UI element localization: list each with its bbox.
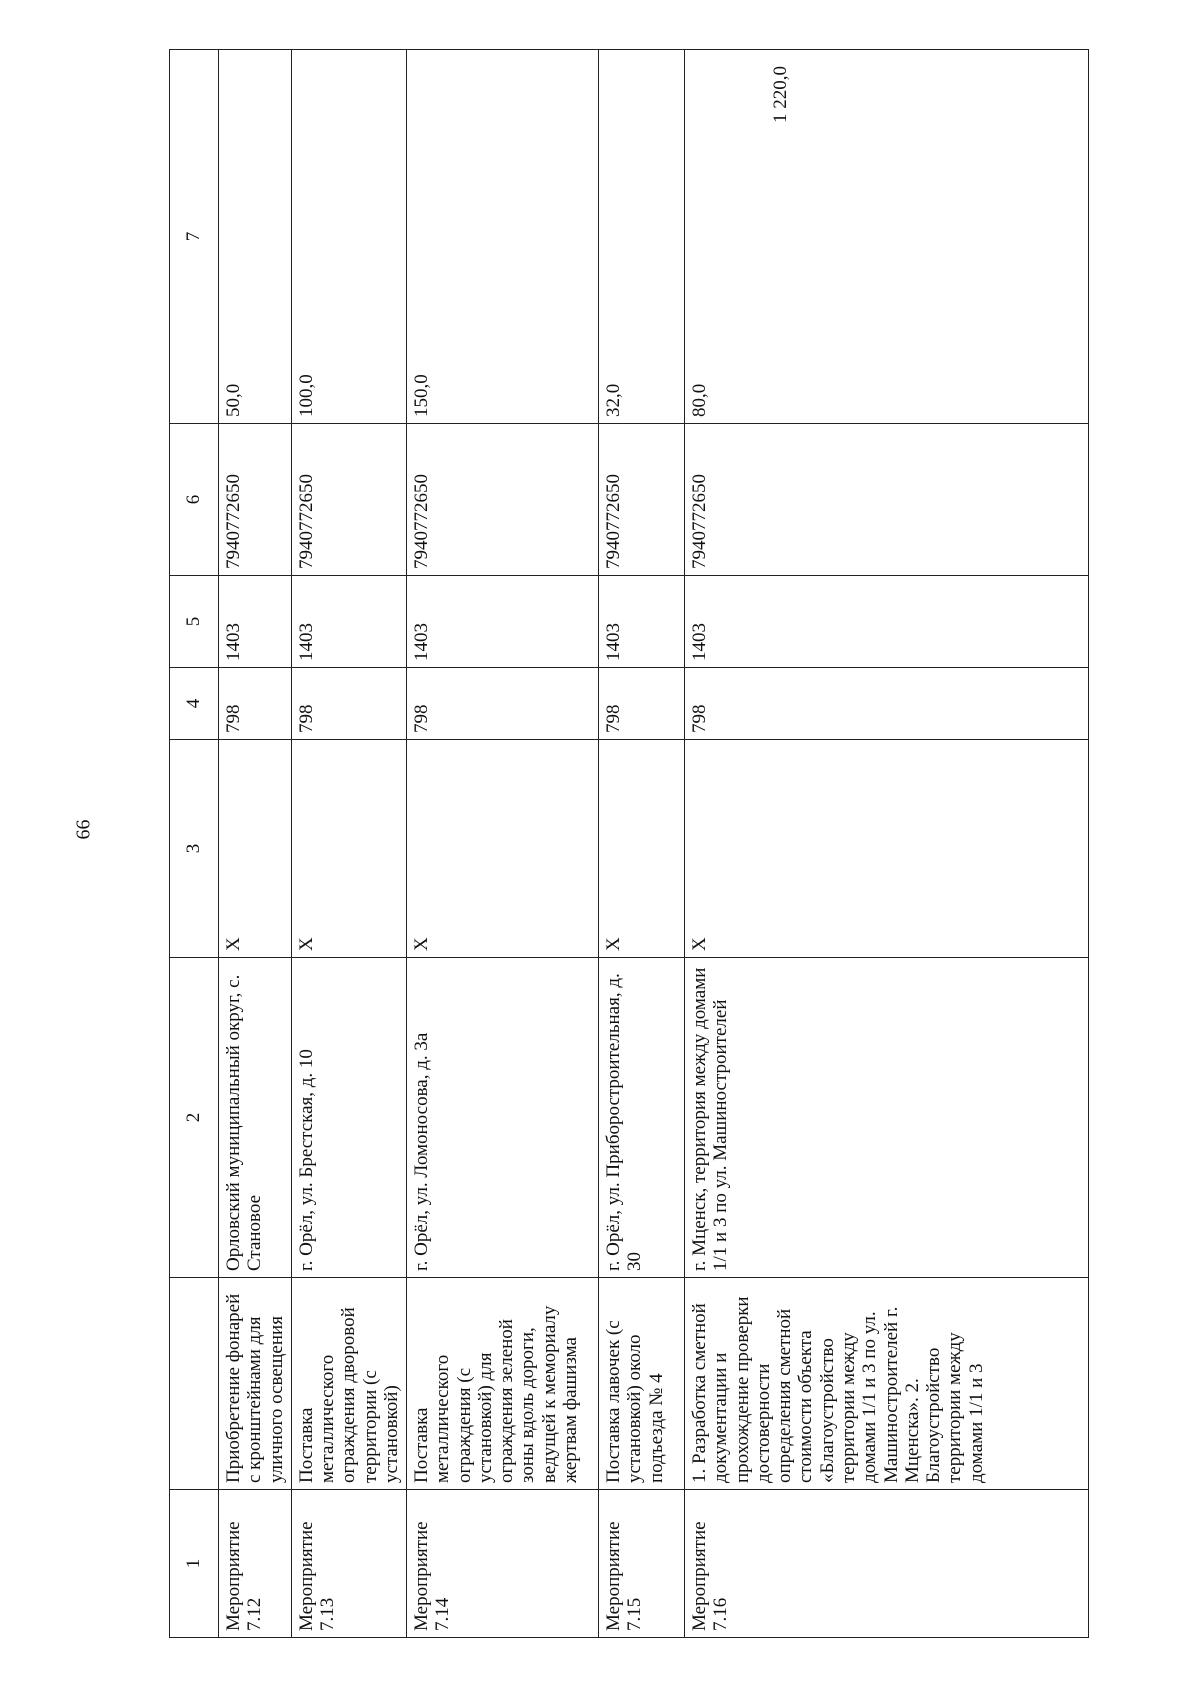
measure-col4: 798 [219,668,292,740]
measure-id: Мероприятие 7.15 [599,1490,685,1638]
table-row [685,50,1089,1638]
measure-address: Орловский муниципальный округ, с. Становое [219,958,292,1278]
page-number: 66 [72,819,95,840]
header-cell-name [170,1278,219,1490]
header-cell-2: 2 [170,958,219,1278]
measure-col7: 150,0 [407,50,599,424]
header-cell-6: 6 [170,424,219,576]
measure-col6: 7940772650 [685,424,1089,576]
header-row [170,50,219,1638]
measure-col3: X [407,740,599,958]
table-row [219,50,292,1638]
measure-id: Мероприятие 7.14 [407,1490,599,1638]
header-cell-4: 4 [170,668,219,740]
measure-col3: X [291,740,406,958]
measure-col7-cell [685,50,1089,424]
measure-col5: 1403 [685,576,1089,668]
measure-id: Мероприятие 7.12 [219,1490,292,1638]
header-cell-1: 1 [170,1490,219,1638]
measure-col5: 1403 [219,576,292,668]
measure-col4: 798 [685,668,1089,740]
measure-col4: 798 [407,668,599,740]
measure-col6: 7940772650 [407,424,599,576]
measure-col7: 50,0 [219,50,292,424]
table-row [291,50,406,1638]
measure-col7: 80,0 [689,383,711,417]
measure-name: Поставка металлического ограждения дворовой территории (с установкой) [291,1278,406,1490]
measure-col6: 7940772650 [599,424,685,576]
measure-id: Мероприятие 7.13 [291,1490,406,1638]
measure-col3: X [685,740,1089,958]
measure-col5: 1403 [599,576,685,668]
table-row [407,50,599,1638]
measure-col4: 798 [599,668,685,740]
measure-col7: 32,0 [599,50,685,424]
header-cell-5: 5 [170,576,219,668]
measure-col4: 798 [291,668,406,740]
measure-id: Мероприятие 7.16 [685,1490,1089,1638]
header-cell-3: 3 [170,740,219,958]
rotated-table-container [169,50,1089,1638]
measure-col3: X [219,740,292,958]
header-cell-7: 7 [170,50,219,424]
measure-name: Поставка лавочек (с установкой) около подъезда № 4 [599,1278,685,1490]
measure-col7-extra: 1 220,0 [770,66,792,123]
measure-col6: 7940772650 [291,424,406,576]
measure-col6: 7940772650 [219,424,292,576]
measure-address: г. Орёл, ул. Брестская, д. 10 [291,958,406,1278]
measure-address: г. Мценск, территория между домами 1/1 и 3 по ул. Машиностроителей [685,958,1089,1278]
measure-address: г. Орёл, ул. Ломоносова, д. 3а [407,958,599,1278]
table-row [599,50,685,1638]
measure-col5: 1403 [291,576,406,668]
measure-name: Поставка металлического ограждения (с установкой) для ограждения зеленой зоны вдоль дороги, ведущей к мемориалу жертвам фашизма [407,1278,599,1490]
measure-col5: 1403 [407,576,599,668]
measure-name: Приобретение фонарей с кронштейнами для уличного освещения [219,1278,292,1490]
measure-col7: 100,0 [291,50,406,424]
measure-col3: X [599,740,685,958]
measures-table [169,49,1089,1638]
measure-address: г. Орёл, ул. Приборостроительная, д. 30 [599,958,685,1278]
measure-name: 1. Разработка сметной документации и прохождение проверки достоверности определения сметной стоимости объекта «Благоустройство территории между домами 1/1 и 3 по ул. Машиностроителей г. Мценска». 2. Благоустройство территории между домами 1/1 и 3 [685,1278,1089,1490]
